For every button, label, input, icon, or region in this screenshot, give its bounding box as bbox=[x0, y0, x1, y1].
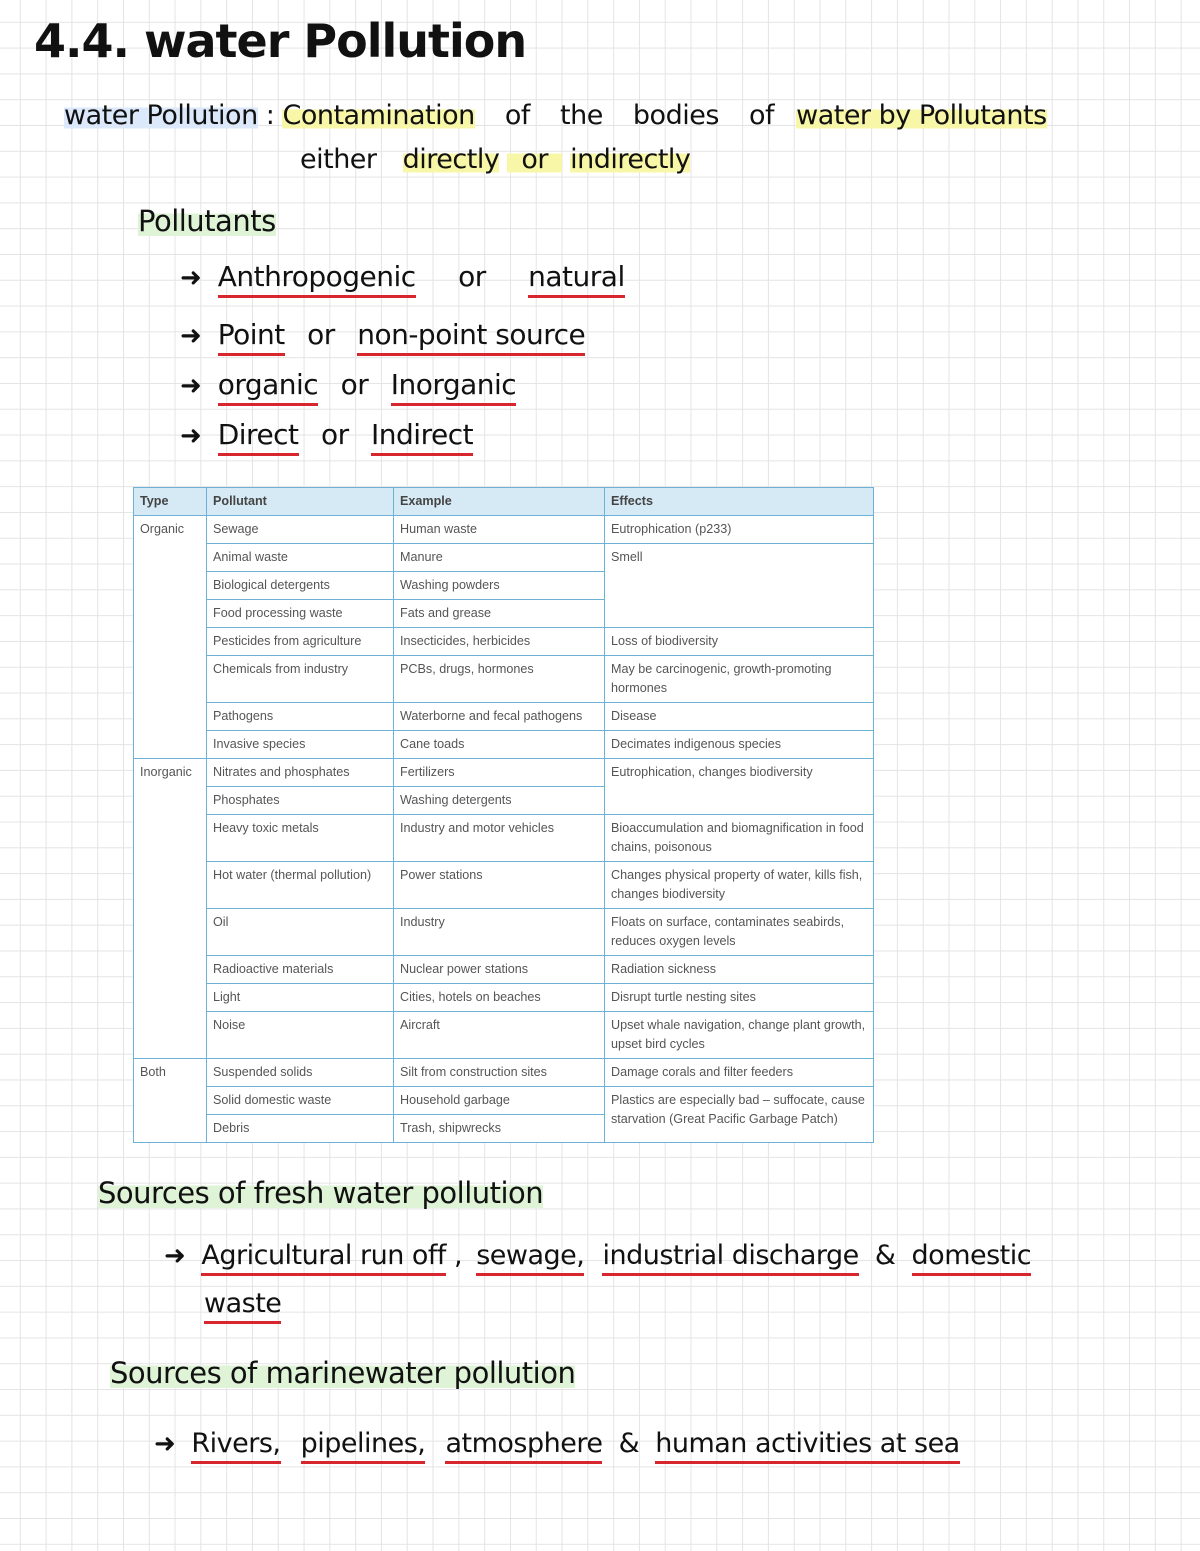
example-cell: Insecticides, herbicides bbox=[394, 628, 605, 656]
source-item: human activities at sea bbox=[655, 1428, 960, 1464]
freshwater-heading-text: Sources of fresh water pollution bbox=[98, 1176, 544, 1210]
effects-cell: Smell bbox=[605, 544, 874, 628]
example-cell: Washing powders bbox=[394, 572, 605, 600]
bullet-right: Indirect bbox=[371, 418, 473, 456]
pollutant-cell: Radioactive materials bbox=[207, 956, 394, 984]
pollutant-cell: Heavy toxic metals bbox=[207, 815, 394, 862]
table-row bbox=[134, 1059, 874, 1087]
bullet-left: organic bbox=[218, 368, 319, 406]
definition-word: of bbox=[504, 100, 530, 131]
definition-word: of bbox=[748, 100, 775, 131]
table-row bbox=[134, 656, 874, 703]
pollutant-bullet bbox=[180, 368, 516, 401]
pollutant-cell: Pathogens bbox=[207, 703, 394, 731]
pollutant-bullet bbox=[180, 260, 625, 293]
type-cell: Inorganic bbox=[134, 759, 207, 1059]
ampersand: & bbox=[874, 1240, 896, 1271]
example-cell: PCBs, drugs, hormones bbox=[394, 656, 605, 703]
bullet-conj: or bbox=[340, 368, 369, 401]
source-item: domestic bbox=[912, 1240, 1032, 1276]
effects-cell: Plastics are especially bad – suffocate, cause starvation (Great Pacific Garbage Patch) bbox=[605, 1087, 874, 1143]
example-cell: Manure bbox=[394, 544, 605, 572]
example-cell: Cities, hotels on beaches bbox=[394, 984, 605, 1012]
table-row bbox=[134, 956, 874, 984]
effects-cell: Changes physical property of water, kills fish, changes biodiversity bbox=[605, 862, 874, 909]
arrow-icon: ➜ bbox=[164, 1241, 186, 1271]
definition-highlight: or bbox=[507, 144, 562, 175]
example-cell: Human waste bbox=[394, 516, 605, 544]
effects-cell: Damage corals and filter feeders bbox=[605, 1059, 874, 1087]
definition-highlight: directly bbox=[402, 144, 500, 175]
bullet-left: Point bbox=[218, 318, 285, 356]
source-item: atmosphere bbox=[445, 1428, 602, 1464]
pollutant-cell: Light bbox=[207, 984, 394, 1012]
definition-term: water Pollution bbox=[64, 100, 258, 131]
table-header: Example bbox=[394, 488, 605, 516]
pollutant-cell: Invasive species bbox=[207, 731, 394, 759]
definition-line-1 bbox=[64, 100, 1047, 131]
marine-bullet bbox=[154, 1428, 960, 1459]
pollutant-cell: Food processing waste bbox=[207, 600, 394, 628]
pollutant-cell: Nitrates and phosphates bbox=[207, 759, 394, 787]
arrow-icon: ➜ bbox=[180, 321, 202, 351]
pollutant-bullet bbox=[180, 318, 585, 351]
effects-cell: Disease bbox=[605, 703, 874, 731]
definition-highlight: indirectly bbox=[570, 144, 691, 175]
pollutant-cell: Suspended solids bbox=[207, 1059, 394, 1087]
example-cell: Industry bbox=[394, 909, 605, 956]
arrow-icon: ➜ bbox=[180, 371, 202, 401]
table-row bbox=[134, 759, 874, 787]
pollutant-cell: Animal waste bbox=[207, 544, 394, 572]
table-row bbox=[134, 1087, 874, 1115]
pollutant-cell: Phosphates bbox=[207, 787, 394, 815]
effects-cell: Upset whale navigation, change plant growth, upset bird cycles bbox=[605, 1012, 874, 1059]
table-row bbox=[134, 731, 874, 759]
definition-colon: : bbox=[265, 100, 275, 131]
definition-word: Contamination bbox=[282, 100, 475, 131]
effects-cell: May be carcinogenic, growth-promoting hormones bbox=[605, 656, 874, 703]
effects-cell: Decimates indigenous species bbox=[605, 731, 874, 759]
separator: , bbox=[454, 1240, 463, 1271]
example-cell: Trash, shipwrecks bbox=[394, 1115, 605, 1143]
effects-cell: Eutrophication (p233) bbox=[605, 516, 874, 544]
effects-cell: Eutrophication, changes biodiversity bbox=[605, 759, 874, 815]
effects-cell: Bioaccumulation and biomagnification in food chains, poisonous bbox=[605, 815, 874, 862]
table-row bbox=[134, 862, 874, 909]
pollutant-cell: Solid domestic waste bbox=[207, 1087, 394, 1115]
effects-cell: Loss of biodiversity bbox=[605, 628, 874, 656]
table-row bbox=[134, 1012, 874, 1059]
definition-word: either bbox=[300, 144, 377, 175]
pollutant-cell: Noise bbox=[207, 1012, 394, 1059]
table-row bbox=[134, 703, 874, 731]
example-cell: Industry and motor vehicles bbox=[394, 815, 605, 862]
example-cell: Washing detergents bbox=[394, 787, 605, 815]
table-row bbox=[134, 516, 874, 544]
example-cell: Silt from construction sites bbox=[394, 1059, 605, 1087]
bullet-right: non-point source bbox=[357, 318, 585, 356]
source-item: pipelines, bbox=[301, 1428, 426, 1464]
pollutant-cell: Chemicals from industry bbox=[207, 656, 394, 703]
table-header: Effects bbox=[605, 488, 874, 516]
source-item: sewage, bbox=[476, 1240, 584, 1276]
freshwater-heading bbox=[98, 1176, 543, 1210]
pollutant-cell: Debris bbox=[207, 1115, 394, 1143]
pollutants-heading bbox=[138, 204, 276, 238]
marine-heading bbox=[110, 1356, 575, 1390]
bullet-conj: or bbox=[458, 260, 486, 293]
example-cell: Cane toads bbox=[394, 731, 605, 759]
table-row bbox=[134, 628, 874, 656]
ampersand: & bbox=[618, 1428, 640, 1459]
pollutant-cell: Oil bbox=[207, 909, 394, 956]
effects-cell: Floats on surface, contaminates seabirds, reduces oxygen levels bbox=[605, 909, 874, 956]
table-header: Type bbox=[134, 488, 207, 516]
source-item: industrial discharge bbox=[602, 1240, 858, 1276]
arrow-icon: ➜ bbox=[154, 1429, 176, 1459]
freshwater-bullet bbox=[164, 1240, 1031, 1271]
bullet-right: Inorganic bbox=[391, 368, 517, 406]
type-cell: Both bbox=[134, 1059, 207, 1143]
definition-highlight: water by Pollutants bbox=[796, 100, 1047, 131]
bullet-conj: or bbox=[307, 318, 335, 351]
definition-line-2 bbox=[300, 144, 690, 175]
example-cell: Fertilizers bbox=[394, 759, 605, 787]
bullet-left: Direct bbox=[218, 418, 299, 456]
pollutant-cell: Sewage bbox=[207, 516, 394, 544]
bullet-left: Anthropogenic bbox=[218, 260, 416, 298]
source-item: Agricultural run off bbox=[201, 1240, 446, 1276]
definition-word: the bbox=[560, 100, 603, 131]
effects-cell: Radiation sickness bbox=[605, 956, 874, 984]
pollutant-cell: Hot water (thermal pollution) bbox=[207, 862, 394, 909]
marine-heading-text: Sources of marinewater pollution bbox=[110, 1356, 576, 1390]
pollutants-table bbox=[133, 487, 874, 1143]
pollutant-bullet bbox=[180, 418, 473, 451]
arrow-icon: ➜ bbox=[180, 421, 202, 451]
example-cell: Power stations bbox=[394, 862, 605, 909]
bullet-right: natural bbox=[528, 260, 625, 298]
table-row bbox=[134, 815, 874, 862]
example-cell: Fats and grease bbox=[394, 600, 605, 628]
table-row bbox=[134, 909, 874, 956]
example-cell: Household garbage bbox=[394, 1087, 605, 1115]
effects-cell: Disrupt turtle nesting sites bbox=[605, 984, 874, 1012]
table-row bbox=[134, 984, 874, 1012]
example-cell: Aircraft bbox=[394, 1012, 605, 1059]
bullet-conj: or bbox=[320, 418, 349, 451]
table-header-row bbox=[134, 488, 874, 516]
pollutants-heading-text: Pollutants bbox=[138, 204, 276, 238]
definition-word: bodies bbox=[632, 100, 719, 131]
table-header: Pollutant bbox=[207, 488, 394, 516]
example-cell: Waterborne and fecal pathogens bbox=[394, 703, 605, 731]
source-item: waste bbox=[204, 1288, 281, 1324]
type-cell: Organic bbox=[134, 516, 207, 759]
example-cell: Nuclear power stations bbox=[394, 956, 605, 984]
table-row bbox=[134, 544, 874, 572]
source-item: Rivers, bbox=[191, 1428, 280, 1464]
freshwater-bullet-cont bbox=[204, 1288, 281, 1319]
pollutant-cell: Pesticides from agriculture bbox=[207, 628, 394, 656]
page-title: 4.4. water Pollution bbox=[34, 14, 527, 68]
pollutant-cell: Biological detergents bbox=[207, 572, 394, 600]
arrow-icon: ➜ bbox=[180, 263, 202, 293]
